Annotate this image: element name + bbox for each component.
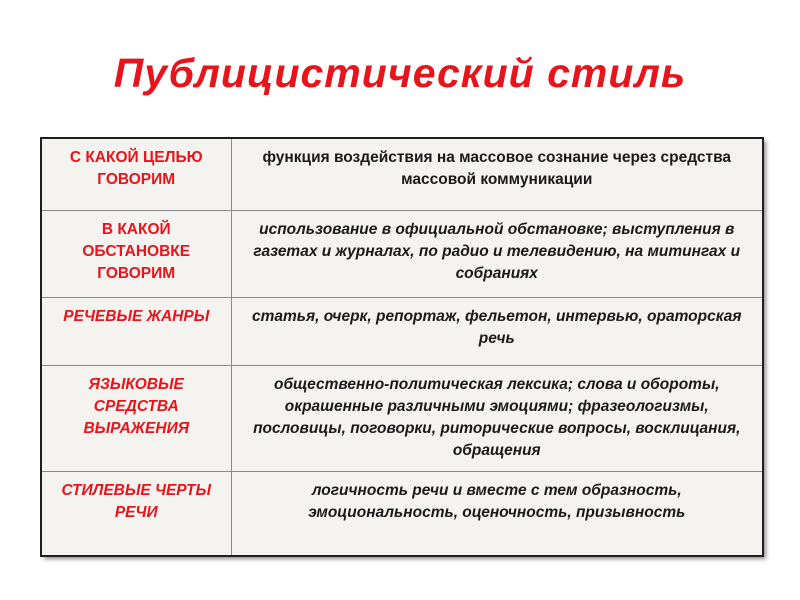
row-description: функция воздействия на массовое сознание через средства массовой коммуникации xyxy=(262,149,732,188)
style-table-container xyxy=(40,137,762,555)
table-row xyxy=(41,365,763,471)
table-row xyxy=(41,138,763,210)
table-row xyxy=(41,210,763,297)
row-label: С КАКОЙ ЦЕЛЬЮ ГОВОРИМ xyxy=(41,138,231,210)
row-description: общественно-политическая лексика; слова и обороты, окрашенные различными эмоциями; фразеологизмы, пословицы, поговорки, риторические вопросы, восклицания, обращения xyxy=(231,365,763,471)
row-label: В КАКОЙ ОБСТАНОВКЕ ГОВОРИМ xyxy=(41,210,231,297)
table-row xyxy=(41,297,763,365)
row-label: СТИЛЕВЫЕ ЧЕРТЫ РЕЧИ xyxy=(41,471,231,556)
row-description: использование в официальной обстановке; выступления в газетах и журналах, по радио и телевидению, на митингах и собраниях xyxy=(231,210,763,297)
table-row xyxy=(41,471,763,556)
page-title: Публицистический стиль xyxy=(113,50,687,96)
row-description: статья, очерк, репортаж, фельетон, интервью, ораторская речь xyxy=(231,297,763,365)
style-table xyxy=(40,137,764,557)
row-label: ЯЗЫКОВЫЕ СРЕДСТВА ВЫРАЖЕНИЯ xyxy=(41,365,231,471)
row-description: логичность речи и вместе с тем образность, эмоциональность, оценочность, призывность xyxy=(231,471,763,556)
row-label: РЕЧЕВЫЕ ЖАНРЫ xyxy=(41,297,231,365)
